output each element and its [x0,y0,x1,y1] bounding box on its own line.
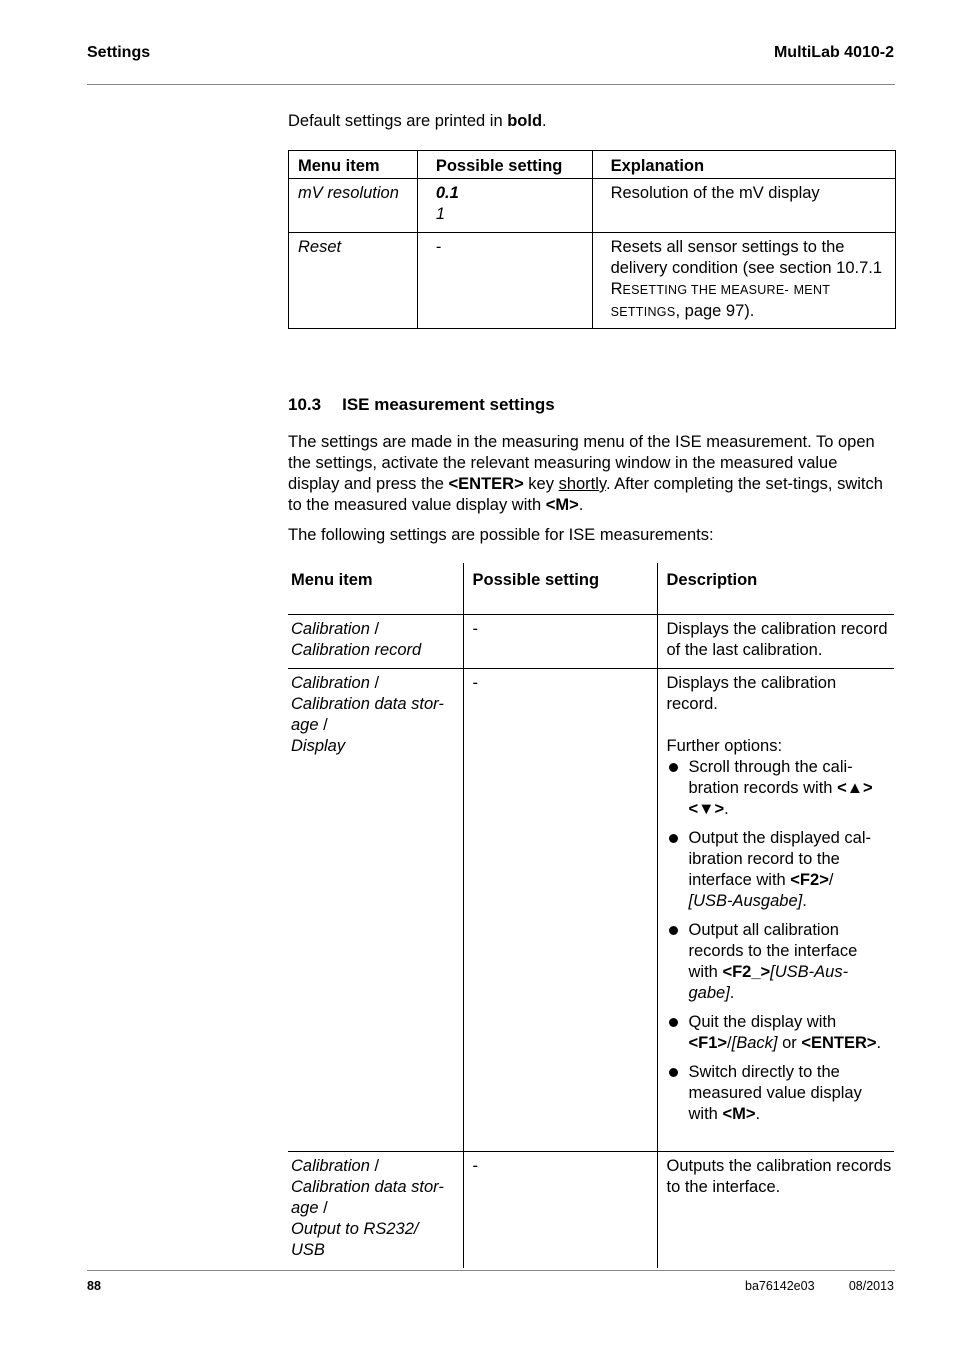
header-section-title: Settings [87,44,151,61]
setting-value: - [463,1152,657,1268]
options-list [667,757,891,1125]
col-header-description: Description [657,563,894,615]
menu-item-mv-resolution: mV resolution [298,184,399,202]
menu-item-calibration-display: Calibration / Calibration data stor- age / Display [288,669,463,1152]
list-item: Output the displayed cal-ibration record to the interface with <F2>/ [USB-Ausgabe]. [667,828,891,912]
col-header-possible-setting: Possible setting [417,151,592,179]
table-header-row [289,151,896,179]
header-rule [87,84,895,85]
setting-default: 0.1 [435,184,459,202]
description-text: Outputs the calibration records to the interface. [657,1152,894,1268]
table-row [288,1152,894,1268]
col-header-menu-item: Menu item [289,151,418,179]
menu-item-calibration-record: Calibration / Calibration record [288,615,463,669]
page-number: 88 [87,1279,101,1293]
description-text: Displays the calibration record of the last calibration. [657,615,894,669]
col-header-possible-setting: Possible setting [463,563,657,615]
setting-option: 1 [435,205,446,223]
list-item: Output all calibration records to the interface with <F2_>[USB-Aus-gabe]. [667,920,891,1004]
document-date: 08/2013 [848,1279,894,1293]
setting-value: - [463,615,657,669]
list-item: Switch directly to the measured value display with <M>. [667,1062,891,1125]
table-header-row [288,563,894,615]
menu-item-calibration-output: Calibration / Calibration data stor- age / Output to RS232/ USB [288,1152,463,1268]
col-header-menu-item: Menu item [291,571,373,589]
table-row [289,179,896,233]
section-heading: 10.3 ISE measurement settings [288,395,555,414]
list-item: Quit the display with <F1>/[Back] or <ENTER>. [667,1012,891,1054]
settings-table [288,150,896,329]
section-paragraph-2: The following settings are possible for ISE measurements: [288,526,714,544]
explanation-text: Resolution of the mV display [592,179,895,233]
further-options-label: Further options: [666,737,783,755]
header-product-name: MultiLab 4010-2 [773,44,894,61]
description-cell [657,669,894,1152]
table-row [289,233,896,329]
table-row [288,669,894,1152]
description-text: Displays the calibration record. [666,674,837,713]
m-key: <M> [545,496,579,514]
footer-rule [87,1270,895,1271]
list-item: Scroll through the cali-bration records with <▲><▼>. [667,757,891,820]
ise-settings-table [288,563,894,1268]
section-paragraph: The settings are made in the measuring menu of the ISE measurement. To open the settings, activate the relevant measuring window in the measured value display and press the <ENTER> key shortly. After completing the set-tings, switch to the measured value display with <M>. [288,433,883,514]
document-id: ba76142e03 [745,1279,815,1293]
setting-value: - [463,669,657,1152]
table-row [288,615,894,669]
enter-key: <ENTER> [448,475,524,493]
setting-value: - [417,233,592,329]
explanation-text: Resets all sensor settings to the delivery condition (see section 10.7.1 RESETTING THE MEASURE- MENT SETTINGS, page 97). [592,233,895,329]
intro-text: Default settings are printed in bold. [288,112,547,130]
menu-item-reset: Reset [298,238,342,256]
col-header-explanation: Explanation [592,151,895,179]
